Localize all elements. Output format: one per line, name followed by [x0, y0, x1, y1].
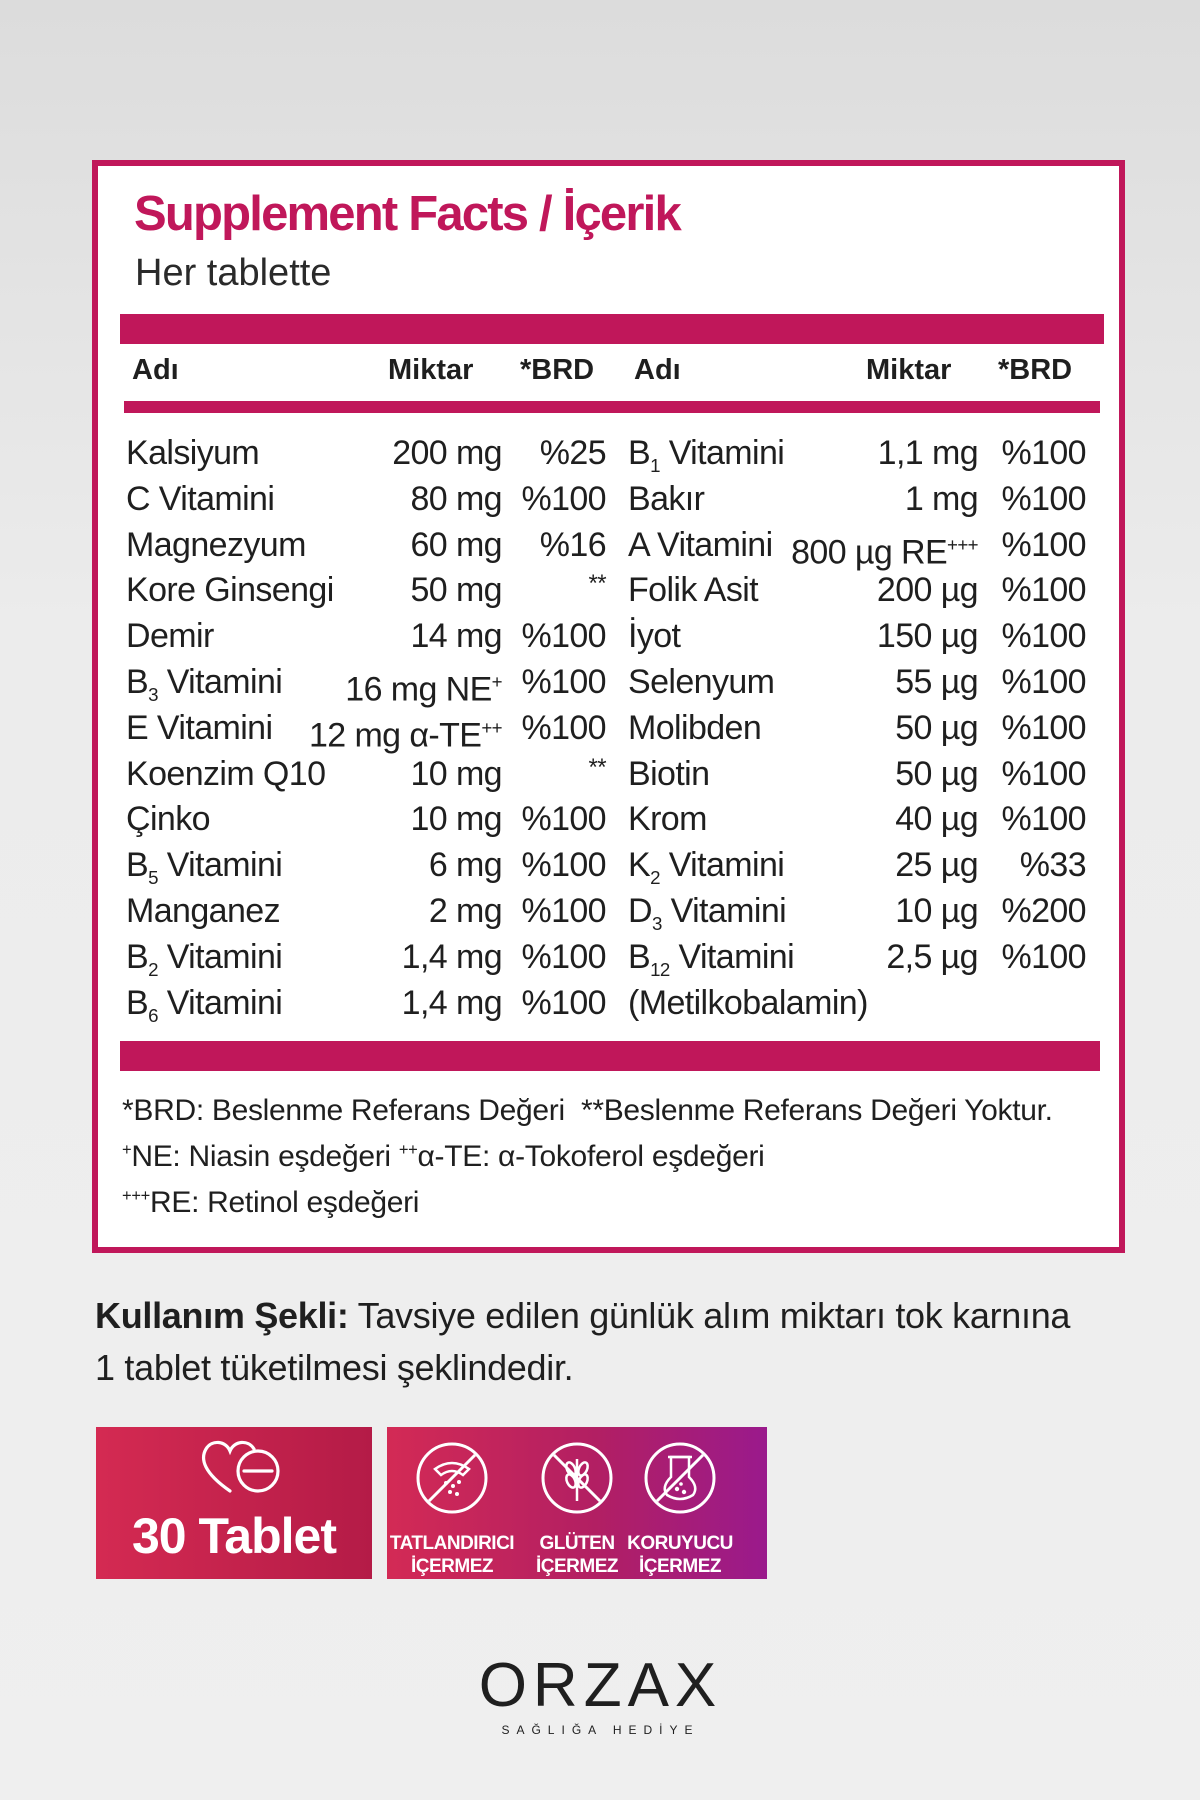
brand-name: ORZAX [478, 1651, 723, 1720]
brand-logo [478, 1651, 723, 1737]
nutrient-name-suffix: Vitamini [669, 937, 795, 976]
nutrient-reference-value: %100 [521, 663, 606, 701]
footnote-ne-sup: + [122, 1141, 132, 1159]
nutrient-amount-value: 10 mg [410, 800, 502, 839]
tablet-icon [196, 1437, 286, 1497]
usage-instructions [95, 1290, 1095, 1394]
nutrient-row-right [98, 659, 1119, 705]
preservative-free-item [620, 1439, 740, 1579]
tablet-count-label: 30 Tablet [131, 1508, 337, 1564]
nutrient-reference-value: %100 [1001, 479, 1086, 518]
sweetener-free-label [382, 1532, 522, 1578]
nutrient-reference-value: %100 [521, 892, 606, 930]
nutrient-reference-value: %100 [1001, 663, 1086, 701]
nutrient-amount-value: 200 mg [392, 434, 502, 472]
nutrient-amount-value: 800 µg RE [791, 532, 948, 571]
nutrient-name-subscript: 6 [148, 1004, 158, 1026]
nutrient-name: Koenzim Q10 [126, 754, 326, 793]
nutrient-row-right [98, 613, 1119, 659]
nutrient-name-suffix: Vitamini [659, 434, 785, 472]
nutrient-reference-value: %100 [521, 800, 606, 839]
nutrient-name-suffix: Vitamini [659, 846, 785, 885]
nutrient-name: Kore Ginsengi [126, 571, 334, 610]
nutrient-amount-value: 80 mg [410, 479, 502, 518]
nutrient-name-letter: K [628, 846, 651, 885]
nutrient-name: (Metilkobalamin) [628, 983, 868, 1022]
nutrient-amount-value: 200 µg [876, 571, 978, 610]
nutrient-name-letter: B [126, 846, 149, 885]
gluten-free-icon [538, 1439, 616, 1517]
nutrient-amount [877, 613, 978, 659]
panel-subtitle: Her tablette [135, 252, 332, 294]
nutrient-name: Molibden [628, 708, 762, 747]
nutrient-amount-value: 1 mg [904, 479, 978, 518]
nutrient-reference-value: %100 [521, 937, 606, 976]
nutrient-name-letter: D [628, 892, 652, 930]
usage-text: Tavsiye edilen günlük alım miktarı tok karnına 1 tablet tüketilmesi şeklindedir. [95, 1295, 1071, 1388]
nutrient-name: Magnezyum [126, 525, 306, 564]
sweetener-free-item [389, 1439, 515, 1579]
nutrient-name-letter: B [126, 937, 149, 976]
footnote-no-brd: **Beslenme Referans Değeri Yoktur. [580, 1094, 1053, 1127]
nutrient-reference-value: %100 [1001, 617, 1086, 656]
free-from-badge [387, 1427, 767, 1579]
footnote-te: α-TE: α-Tokoferol eşdeğeri [417, 1140, 765, 1173]
nutrient-name-letter: B [126, 983, 149, 1022]
header-name-right: Adı [634, 354, 681, 386]
nutrient-row-right [98, 934, 1119, 980]
nutrient-amount-value: 1,4 mg [401, 983, 502, 1022]
header-divider-bar [124, 401, 1100, 413]
footnote-re: RE: Retinol eşdeğeri [150, 1186, 420, 1219]
nutrient-row-right [98, 430, 1119, 476]
sweetener-free-line1: TATLANDIRICI [389, 1533, 515, 1554]
nutrient-name-suffix: Vitamini [157, 663, 283, 701]
nutrient-row-right [98, 476, 1119, 522]
nutrient-row-right [98, 522, 1119, 571]
header-ref-right: *BRD [998, 354, 1073, 386]
header-amount-left: Miktar [388, 354, 474, 386]
nutrient-name-subscript: 3 [148, 683, 158, 705]
footnote-brd: *BRD: Beslenme Referans Değeri [122, 1094, 565, 1127]
nutrient-amount-value: 50 µg [895, 754, 978, 793]
nutrient-name-suffix: Vitamini [157, 937, 283, 976]
nutrient-name: Folik Asit [628, 571, 759, 610]
nutrient-reference-value: %16 [539, 525, 606, 564]
supplement-facts-panel [92, 160, 1125, 1253]
nutrient-amount-value: 150 µg [876, 617, 978, 656]
nutrient-name-subscript: 12 [650, 958, 670, 980]
footnote-line-2 [122, 1142, 765, 1172]
nutrient-amount-value: 10 mg [410, 754, 502, 793]
nutrient-row-right [98, 705, 1119, 751]
sweetener-free-icon [413, 1439, 491, 1517]
usage-label: Kullanım Şekli: [95, 1295, 349, 1336]
preservative-free-label [610, 1532, 750, 1578]
nutrient-amount-value: 2,5 µg [886, 937, 978, 976]
footnote-re-sup: +++ [122, 1187, 151, 1205]
nutrient-amount-value: 2 mg [428, 892, 502, 930]
nutrient-amount [895, 751, 978, 797]
nutrient-name: C Vitamini [126, 479, 275, 518]
nutrient-amount-value: 16 mg NE [345, 670, 492, 709]
nutrient-row-right [98, 842, 1119, 888]
nutrient-reference-value: %100 [1001, 525, 1086, 564]
header-amount-right: Miktar [866, 354, 952, 386]
nutrient-amount [877, 567, 978, 613]
nutrient-name: Çinko [126, 800, 210, 839]
nutrient-name: Bakır [628, 479, 705, 518]
nutrient-amount [895, 842, 978, 888]
nutrient-reference-value: %33 [1019, 846, 1086, 885]
nutrient-amount-unit-mark: +++ [947, 533, 978, 555]
header-ref-left: *BRD [520, 354, 595, 386]
nutrient-name: A Vitamini [628, 525, 773, 564]
panel-title: Supplement Facts / İçerik [134, 187, 680, 241]
nutrient-amount-value: 1,1 mg [877, 434, 978, 472]
brand-tagline: SAĞLIĞA HEDİYE [501, 1723, 700, 1737]
nutrient-reference-value: %100 [1001, 754, 1086, 793]
preservative-free-icon [641, 1439, 719, 1517]
nutrient-reference-value: %100 [1001, 937, 1086, 976]
nutrient-reference-value: %100 [521, 708, 606, 747]
nutrient-name: Kalsiyum [126, 434, 260, 472]
footnote-te-sup: ++ [398, 1141, 418, 1159]
nutrient-amount-value: 25 µg [895, 846, 978, 885]
nutrient-name-letter: B [126, 663, 149, 701]
nutrient-name-suffix: Vitamini [157, 983, 283, 1022]
nutrient-name-suffix: Vitamini [157, 846, 283, 885]
nutrient-name-subscript: 5 [148, 866, 158, 888]
nutrient-name-subscript: 2 [650, 866, 660, 888]
nutrient-amount-value: 50 µg [895, 708, 978, 747]
nutrient-name-letter: B [628, 434, 651, 472]
nutrient-name: E Vitamini [126, 708, 273, 747]
nutrient-name-suffix: Vitamini [661, 892, 787, 930]
nutrient-name-subscript: 3 [651, 912, 662, 934]
nutrient-amount [895, 888, 978, 934]
nutrient-name-subscript: 1 [650, 454, 660, 476]
gluten-free-line2: İÇERMEZ [536, 1556, 618, 1577]
preservative-free-line1: KORUYUCU [627, 1533, 733, 1554]
nutrient-reference-value: %25 [539, 434, 606, 472]
nutrient-name: Biotin [628, 754, 710, 793]
top-divider-bar [120, 314, 1104, 344]
footnote-line-1 [122, 1096, 1053, 1126]
preservative-free-line2: İÇERMEZ [639, 1556, 721, 1577]
nutrient-amount-value: 50 mg [410, 571, 502, 610]
nutrient-name-letter: B [628, 937, 651, 976]
nutrient-amount-value: 60 mg [410, 525, 502, 564]
nutrient-reference-value: %100 [1001, 434, 1086, 472]
nutrient-name: Krom [628, 800, 707, 839]
nutrient-amount-value: 55 µg [895, 663, 978, 701]
nutrient-row-right [98, 888, 1119, 934]
nutrient-amount [895, 796, 978, 842]
footnote-ne: NE: Niasin eşdeğeri [131, 1140, 391, 1173]
nutrient-amount-value: 40 µg [895, 800, 978, 839]
nutrient-name: Manganez [126, 892, 280, 930]
nutrient-reference-value: %100 [521, 983, 606, 1022]
tablet-count-badge [96, 1427, 372, 1579]
nutrient-reference-value: %100 [521, 479, 606, 518]
footnote-line-3 [122, 1188, 419, 1218]
nutrient-amount-value: 10 µg [895, 892, 978, 930]
sweetener-free-line2: İÇERMEZ [411, 1556, 493, 1577]
nutrient-row-right [98, 980, 1119, 1026]
nutrient-amount [878, 430, 978, 476]
nutrient-amount [905, 476, 978, 522]
nutrient-amount [886, 934, 978, 980]
nutrient-amount [895, 659, 978, 705]
nutrient-name: Selenyum [628, 663, 775, 701]
nutrient-row-right [98, 567, 1119, 613]
nutrient-reference-value: %100 [1001, 708, 1086, 747]
gluten-free-line1: GLÜTEN [539, 1533, 615, 1554]
nutrient-amount-unit-mark: ++ [481, 716, 502, 738]
nutrient-reference-value: %100 [1001, 571, 1086, 610]
nutrient-row-right [98, 796, 1119, 842]
nutrient-reference-value: %100 [521, 846, 606, 885]
nutrient-row-right [98, 751, 1119, 797]
nutrient-amount-value: 6 mg [428, 846, 502, 885]
nutrient-reference-value: %200 [1001, 892, 1086, 930]
nutrient-amount [895, 705, 978, 751]
nutrient-name: İyot [628, 617, 681, 656]
nutrient-name-subscript: 2 [148, 958, 158, 980]
nutrient-reference-value: %100 [1001, 800, 1086, 839]
nutrient-amount-value: 1,4 mg [401, 937, 502, 976]
header-name-left: Adı [132, 354, 179, 386]
nutrient-reference-value: ** [588, 570, 606, 598]
nutrient-amount-value: 12 mg α-TE [308, 716, 482, 755]
nutrient-amount-unit-mark: + [491, 671, 502, 692]
nutrient-reference-value: ** [588, 753, 606, 781]
bottom-divider-bar [120, 1041, 1100, 1071]
nutrient-reference-value: %100 [521, 617, 606, 656]
nutrient-name: Demir [126, 617, 214, 656]
nutrient-amount-value: 14 mg [410, 617, 502, 656]
